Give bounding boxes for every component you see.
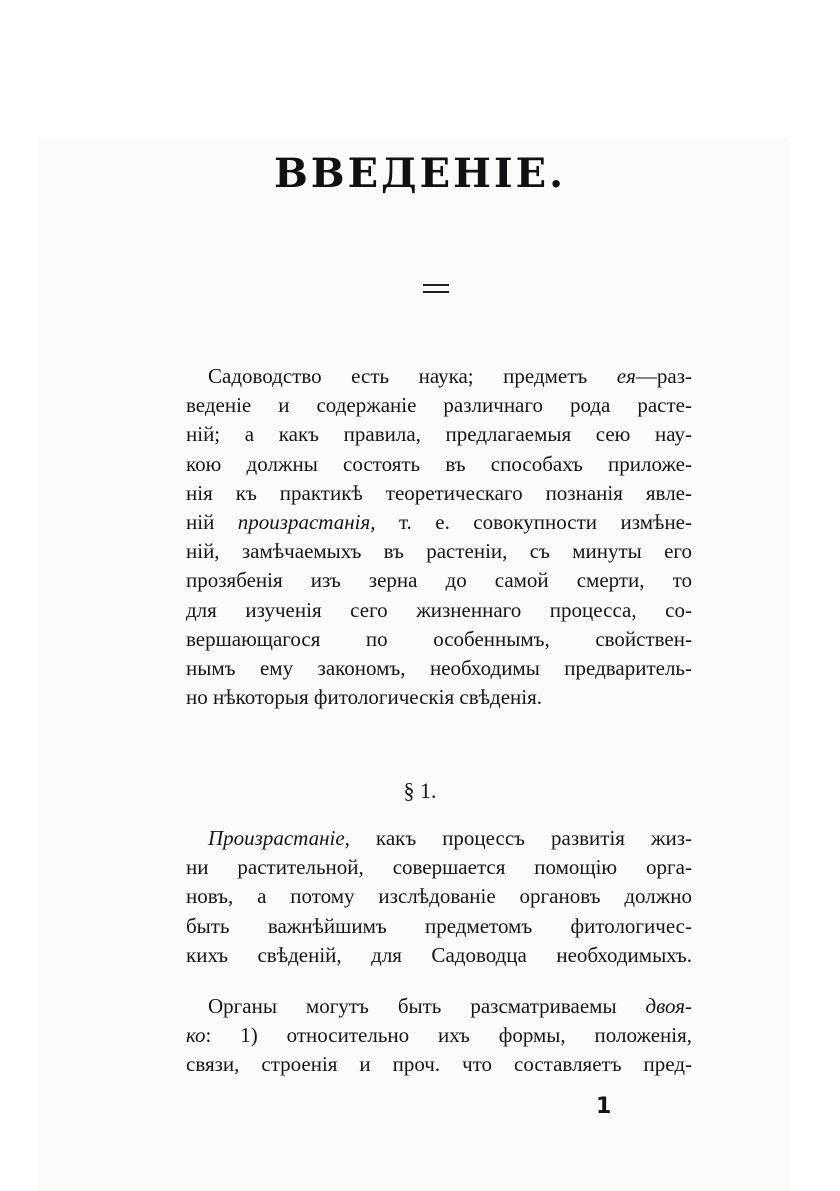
- text-line: ній, замѣчаемыхъ въ растеніи, съ минуты его: [186, 539, 692, 564]
- ornament-rule-top: [423, 284, 449, 286]
- text-line: прозябенія изъ зерна до самой смерти, то: [186, 568, 692, 593]
- text-line: Органы могутъ быть разсматриваемы двоя-: [208, 994, 692, 1018]
- text-line: вершающагося по особеннымъ, свойствен-: [186, 626, 692, 651]
- italic-term: Произрастаніе,: [208, 826, 350, 850]
- text-line: кою должны состоять въ способахъ приложе-: [186, 451, 692, 476]
- text-line: нымъ ему закономъ, необходимы предваритель-: [186, 656, 692, 681]
- italic-word: ко: [186, 1023, 206, 1048]
- italic-term: произрастанія,: [237, 510, 376, 535]
- text-line: новъ, а потому изслѣдованіе органовъ должно: [186, 884, 692, 909]
- text-line: но нѣкоторыя фитологическія свѣденія.: [186, 685, 543, 710]
- page-number: 1: [596, 1094, 612, 1119]
- text-line: ко: 1) относительно ихъ формы, положенія,: [186, 1023, 692, 1048]
- text-line: ни растительной, совершается помощію орга-: [186, 855, 692, 880]
- text-line: быть важнѣйшимъ предметомъ фитологичес-: [186, 913, 692, 938]
- text-line: Произрастаніе, какъ процессъ развитія жиз-: [208, 826, 692, 850]
- text-line: веденіе и содержаніе различнаго рода расте-: [186, 393, 692, 418]
- text-line: для изученія сего жизненнаго процесса, со-: [186, 597, 692, 622]
- section-label: § 1.: [403, 778, 437, 803]
- section-paragraph-2: [186, 992, 692, 1080]
- italic-word: двоя-: [645, 994, 692, 1018]
- italic-word: ея: [616, 364, 636, 388]
- intro-paragraph: [186, 362, 692, 712]
- text-line: кихъ свѣденій, для Садоводца необходимыхъ.: [186, 942, 692, 967]
- text-line: ній; а какъ правила, предлагаемыя сею нау-: [186, 422, 692, 447]
- text-line: связи, строенія и проч. что составляетъ пред-: [186, 1052, 692, 1077]
- text-line: ній произрастанія, т. е. совокупности измѣне-: [186, 510, 692, 535]
- ornament-rule-bottom: [423, 291, 449, 293]
- section-paragraph-1: [186, 824, 692, 970]
- text-line: Садоводство есть наука; предметъ ея—раз-: [208, 364, 692, 388]
- text-line: нія къ практикѣ теоретическаго познанія явле-: [186, 480, 692, 505]
- chapter-heading: ВВЕДЕНІЕ.: [273, 150, 567, 197]
